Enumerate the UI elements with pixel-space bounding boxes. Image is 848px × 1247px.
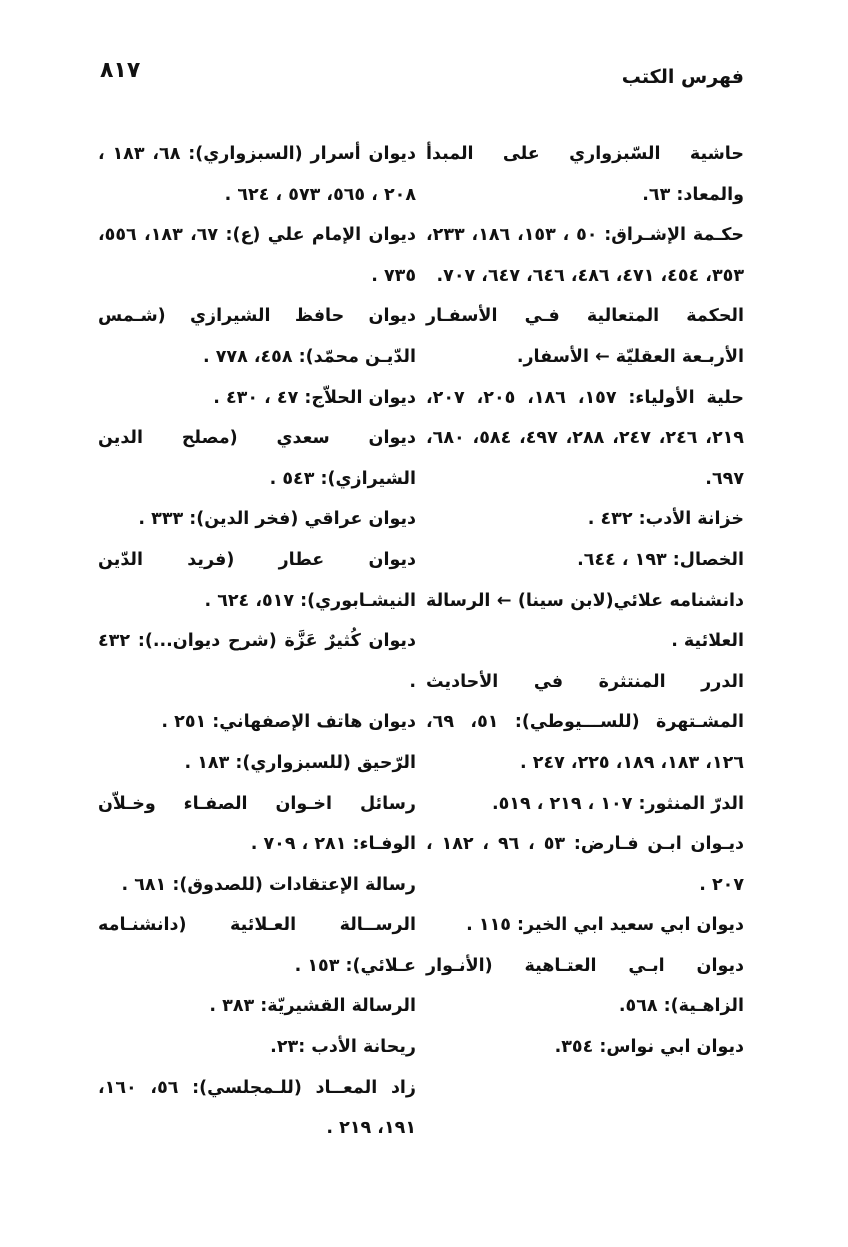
index-entry: ديوان عطار (فريد الدّين النيشـابوري): ٥١٧، ٦٢٤ .: [98, 549, 416, 611]
index-entry: ديوان ابـي العتـاهية (الأنـوار الزاهـية): ٥٦٨.: [426, 955, 744, 1017]
index-entry: الحكمة المتعالية فـي الأسفـار الأربـعة العقليّة ← الأسفار.: [426, 306, 744, 367]
index-entry: زاد المعــاد (للـمجلسي): ٥٦، ١٦٠، ١٩١، ٢١٩ .: [98, 1077, 416, 1139]
index-entry: ديوان ابي سعيد ابي الخير: ١١٥ .: [466, 915, 744, 936]
running-head: فهرس الكتب: [621, 66, 744, 88]
index-entry: حلية الأولياء: ١٥٧، ١٨٦، ٢٠٥، ٢٠٧، ٢١٩، ٢٤٦، ٢٤٧، ٢٨٨، ٤٩٧، ٥٨٤، ٦٨٠، ٦٩٧.: [426, 387, 744, 489]
index-entry: الرسالة القشيريّة: ٣٨٣ .: [209, 996, 416, 1017]
index-column-right: [426, 134, 744, 1068]
index-entry: الدرر المنتثرة في الأحاديث المشـتهرة (للســـيوطي): ٥١، ٦٩، ١٢٦، ١٨٣، ١٨٩، ٢٢٥، ٢٤٧ .: [426, 671, 744, 773]
index-entry: ديوان أسرار (السبزواري): ٦٨، ١٨٣ ، ٢٠٨ ، ٥٦٥، ٥٧٣ ، ٦٢٤ .: [98, 144, 416, 205]
page-number: ٨١٧: [100, 58, 141, 83]
index-column-left: [98, 134, 416, 1149]
index-entry: ديوان كُثيرٌ عَزَّة (شرح ديوان...): ٤٣٢ .: [98, 631, 416, 692]
index-entry: ديوان الإمام علي (ع): ٦٧، ١٨٣، ٥٥٦، ٧٣٥ .: [98, 225, 416, 286]
index-entry: الرّحيق (للسبزواري): ١٨٣ .: [184, 752, 416, 773]
index-entry: ديوان حافظ الشيرازي (شـمس الدّيـن محمّد): ٤٥٨، ٧٧٨ .: [98, 306, 416, 367]
index-entry: الدرّ المنثور: ١٠٧ ، ٢١٩ ، ٥١٩.: [491, 793, 744, 814]
index-entry: ديوان سعدي (مصلح الدين الشيرازي): ٥٤٣ .: [98, 428, 416, 489]
index-entry: ديوان ابي نواس: ٣٥٤.: [554, 1037, 744, 1058]
index-entry: رسائل اخـوان الصفـاء وخـلاّن الوفـاء: ٢٨١ ، ٧٠٩ .: [98, 793, 416, 855]
index-entry: ديوان الحلاّج: ٤٧ ، ٤٣٠ .: [213, 387, 416, 408]
index-entry: الرســالة العـلائية (دانشنـامه عـلائي): ١٥٣ .: [98, 915, 416, 976]
index-entry: ديوان هاتف الإصفهاني: ٢٥١ .: [161, 712, 416, 733]
index-entry: ديوان عراقي (فخر الدين): ٣٣٣ .: [138, 509, 416, 530]
index-entry: الخصال: ١٩٣ ، ٦٤٤.: [577, 549, 744, 570]
index-entry: رسالة الإعتقادات (للصدوق): ٦٨١ .: [121, 874, 416, 895]
index-entry: خزانة الأدب: ٤٣٢ .: [587, 509, 744, 530]
index-entry: ريحانة الأدب :٢٣.: [270, 1037, 416, 1058]
index-entry: ديـوان ابـن فـارض: ٥٣ ، ٩٦ ، ١٨٢ ، ٢٠٧ .: [426, 834, 744, 895]
index-entry: دانشنامه علائي(لابن سينا) ← الرسالة العلائية .: [426, 590, 744, 652]
index-entry: حاشية السّبزواري على المبدأ والمعاد: ٦٣.: [426, 144, 744, 205]
index-entry: حكـمة الإشـراق: ٥٠ ، ١٥٣، ١٨٦، ٢٣٣، ٣٥٣، ٤٥٤، ٤٧١، ٤٨٦، ٦٤٦، ٦٤٧، ٧٠٧.: [426, 225, 744, 286]
